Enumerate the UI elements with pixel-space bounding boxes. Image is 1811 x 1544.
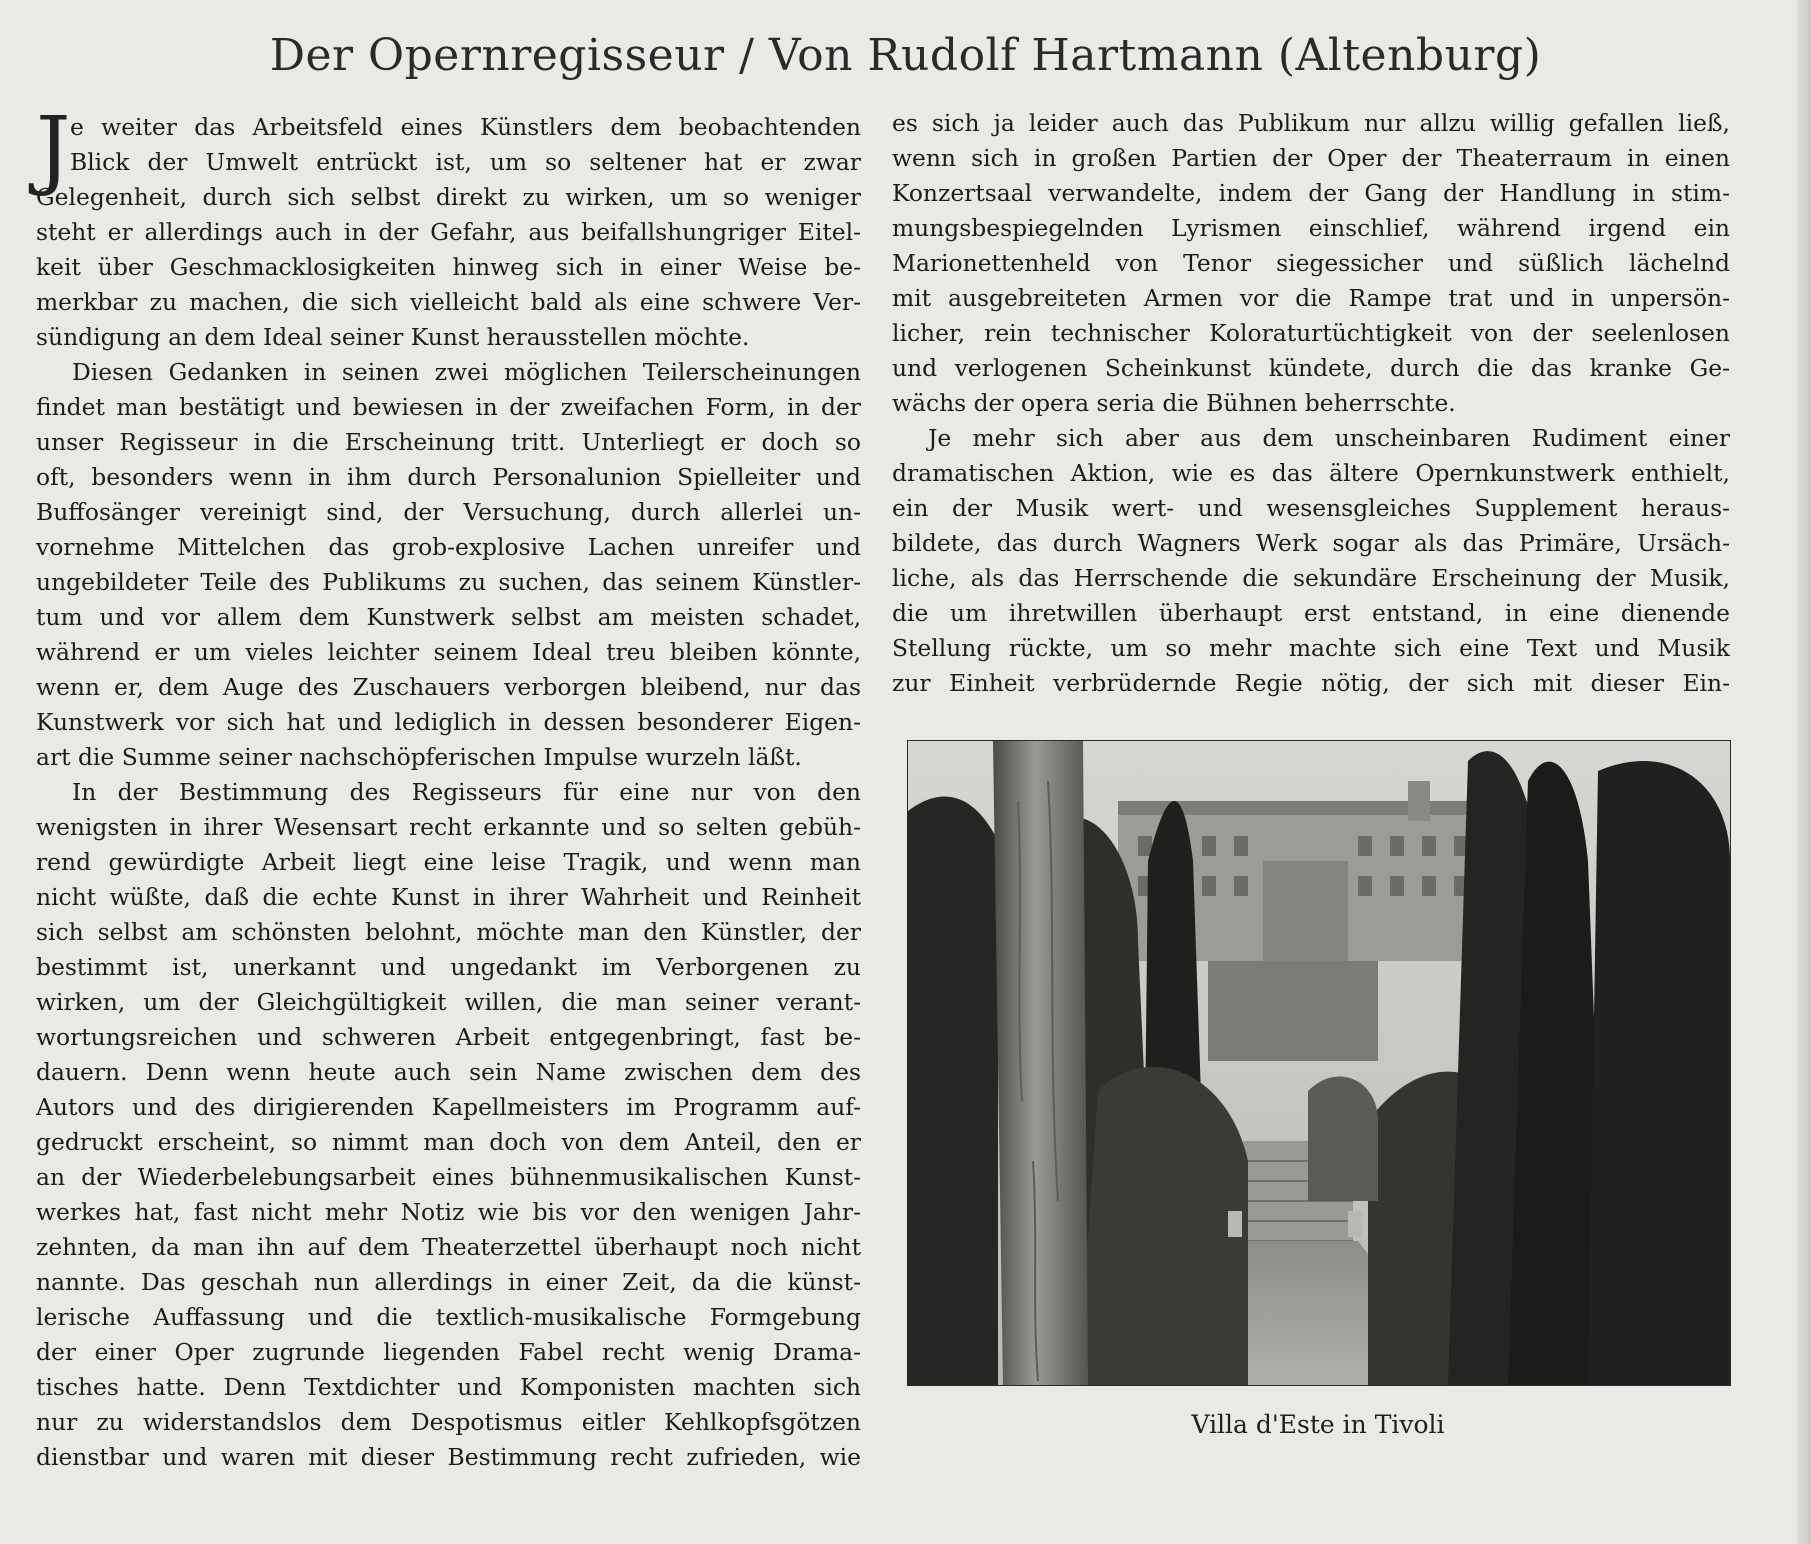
text-line: Kunstwerk vor sich hat und lediglich in dessen besonderer Eigen-: [36, 708, 861, 736]
text-line: keit über Geschmacklosigkeiten hinweg sich in einer Weise be-: [36, 253, 861, 281]
text-line: Marionettenheld von Tenor siegessicher und süßlich lächelnd: [892, 249, 1730, 277]
text-line: Buffosänger vereinigt sind, der Versuchung, durch allerlei un-: [36, 498, 861, 526]
text-line: nur zu widerstandslos dem Despotismus eitler Kehlkopfsgötzen: [36, 1408, 861, 1436]
text-line: sich selbst am schönsten belohnt, möchte man den Künstler, der: [36, 918, 861, 946]
text-line: In der Bestimmung des Regisseurs für eine nur von den: [72, 778, 861, 806]
text-line: zehnten, da man ihn auf dem Theaterzettel überhaupt noch nicht: [36, 1233, 861, 1261]
text-line: mit ausgebreiteten Armen vor die Rampe trat und in unpersön-: [892, 284, 1730, 312]
text-line: die um ihretwillen überhaupt erst entstand, in eine dienende: [892, 599, 1730, 627]
text-line: unser Regisseur in die Erscheinung tritt. Unterliegt er doch so: [36, 428, 861, 456]
left-column: [36, 99, 861, 1475]
text-line: wenn er, dem Auge des Zuschauers verborgen bleibend, nur das: [36, 673, 861, 701]
page-edge: [1797, 0, 1811, 1544]
text-line: Gelegenheit, durch sich selbst direkt zu wirken, um so weniger: [36, 183, 861, 211]
text-line: mungsbespiegelnden Lyrismen einschlief, während irgend ein: [892, 214, 1730, 242]
text-line: bildete, das durch Wagners Werk sogar als das Primäre, Ursäch-: [892, 529, 1730, 557]
text-line: Stellung rückte, um so mehr machte sich eine Text und Musik: [892, 634, 1730, 662]
text-line: wortungsreichen und schweren Arbeit entgegenbringt, fast be-: [36, 1023, 861, 1051]
villa-photo: [907, 740, 1731, 1386]
text-line: werkes hat, fast nicht mehr Notiz wie bis vor den wenigen Jahr-: [36, 1198, 861, 1226]
text-line: der einer Oper zugrunde liegenden Fabel recht wenig Drama-: [36, 1338, 861, 1366]
right-column: [892, 106, 1730, 701]
article-title: Der Opernregisseur / Von Rudolf Hartmann (Altenburg): [269, 30, 1542, 81]
text-line: dramatischen Aktion, wie es das ältere Opernkunstwerk enthielt,: [892, 459, 1730, 487]
text-line: liche, als das Herrschende die sekundäre Erscheinung der Musik,: [892, 564, 1730, 592]
text-line: während er um vieles leichter seinem Ideal treu bleiben könnte,: [36, 638, 861, 666]
text-line: oft, besonders wenn in ihm durch Personalunion Spielleiter und: [36, 463, 861, 491]
text-line: Diesen Gedanken in seinen zwei möglichen Teilerscheinungen: [72, 358, 861, 386]
text-line: ein der Musik wert- und wesensgleiches Supplement heraus-: [892, 494, 1730, 522]
text-line: dienstbar und waren mit dieser Bestimmung recht zufrieden, wie: [36, 1443, 861, 1471]
text-line: Autors und des dirigierenden Kapellmeisters im Programm auf-: [36, 1093, 861, 1121]
text-line: steht er allerdings auch in der Gefahr, aus beifallshungriger Eitel-: [36, 218, 861, 246]
text-line: wenigsten in ihrer Wesensart recht erkannte und so selten gebüh-: [36, 813, 861, 841]
text-line: zur Einheit verbrüdernde Regie nötig, der sich mit dieser Ein-: [892, 669, 1730, 697]
text-line: Je mehr sich aber aus dem unscheinbaren Rudiment einer: [928, 424, 1730, 452]
text-line: nannte. Das geschah nun allerdings in einer Zeit, da die künst-: [36, 1268, 861, 1296]
text-line: an der Wiederbelebungsarbeit eines bühnenmusikalischen Kunst-: [36, 1163, 861, 1191]
text-line: bestimmt ist, unerkannt und ungedankt im Verborgenen zu: [36, 953, 861, 981]
text-line: merkbar zu machen, die sich vielleicht bald als eine schwere Ver-: [36, 288, 861, 316]
text-line: findet man bestätigt und bewiesen in der zweifachen Form, in der: [36, 393, 861, 421]
text-line: Blick der Umwelt entrückt ist, um so seltener hat er zwar: [70, 148, 861, 176]
text-line: tum und vor allem dem Kunstwerk selbst am meisten schadet,: [36, 603, 861, 631]
villa-illustration: [908, 741, 1730, 1385]
text-line: e weiter das Arbeitsfeld eines Künstlers dem beobachtenden: [70, 113, 861, 141]
text-line: art die Summe seiner nachschöpferischen Impulse wurzeln läßt.: [36, 743, 802, 771]
text-line: licher, rein technischer Koloraturtüchtigkeit von der seelenlosen: [892, 319, 1730, 347]
text-line: wirken, um der Gleichgültigkeit willen, die man seiner verant-: [36, 988, 861, 1016]
text-line: gedruckt erscheint, so nimmt man doch von dem Anteil, den er: [36, 1128, 861, 1156]
text-line: es sich ja leider auch das Publikum nur allzu willig gefallen ließ,: [892, 109, 1730, 137]
text-line: ungebildeter Teile des Publikums zu suchen, das seinem Künstler-: [36, 568, 861, 596]
text-line: und verlogenen Scheinkunst kündete, durch die das kranke Ge-: [892, 354, 1730, 382]
text-line: sündigung an dem Ideal seiner Kunst herausstellen möchte.: [36, 323, 750, 351]
text-line: nicht wüßte, daß die echte Kunst in ihrer Wahrheit und Reinheit: [36, 883, 861, 911]
text-line: wächs der opera seria die Bühnen beherrschte.: [892, 389, 1456, 417]
figure-caption: Villa d'Este in Tivoli: [1191, 1410, 1445, 1439]
text-line: lerische Auffassung und die textlich-musikalische Formgebung: [36, 1303, 861, 1331]
text-line: Konzertsaal verwandelte, indem der Gang der Handlung in stim-: [892, 179, 1730, 207]
text-line: dauern. Denn wenn heute auch sein Name zwischen dem des: [36, 1058, 861, 1086]
text-line: rend gewürdigte Arbeit liegt eine leise Tragik, und wenn man: [36, 848, 861, 876]
text-line: vornehme Mittelchen das grob-explosive Lachen unreifer und: [36, 533, 861, 561]
text-line: tisches hatte. Denn Textdichter und Komponisten machten sich: [36, 1373, 861, 1401]
drop-cap: J: [36, 99, 71, 199]
text-line: wenn sich in großen Partien der Oper der Theaterraum in einen: [892, 144, 1730, 172]
